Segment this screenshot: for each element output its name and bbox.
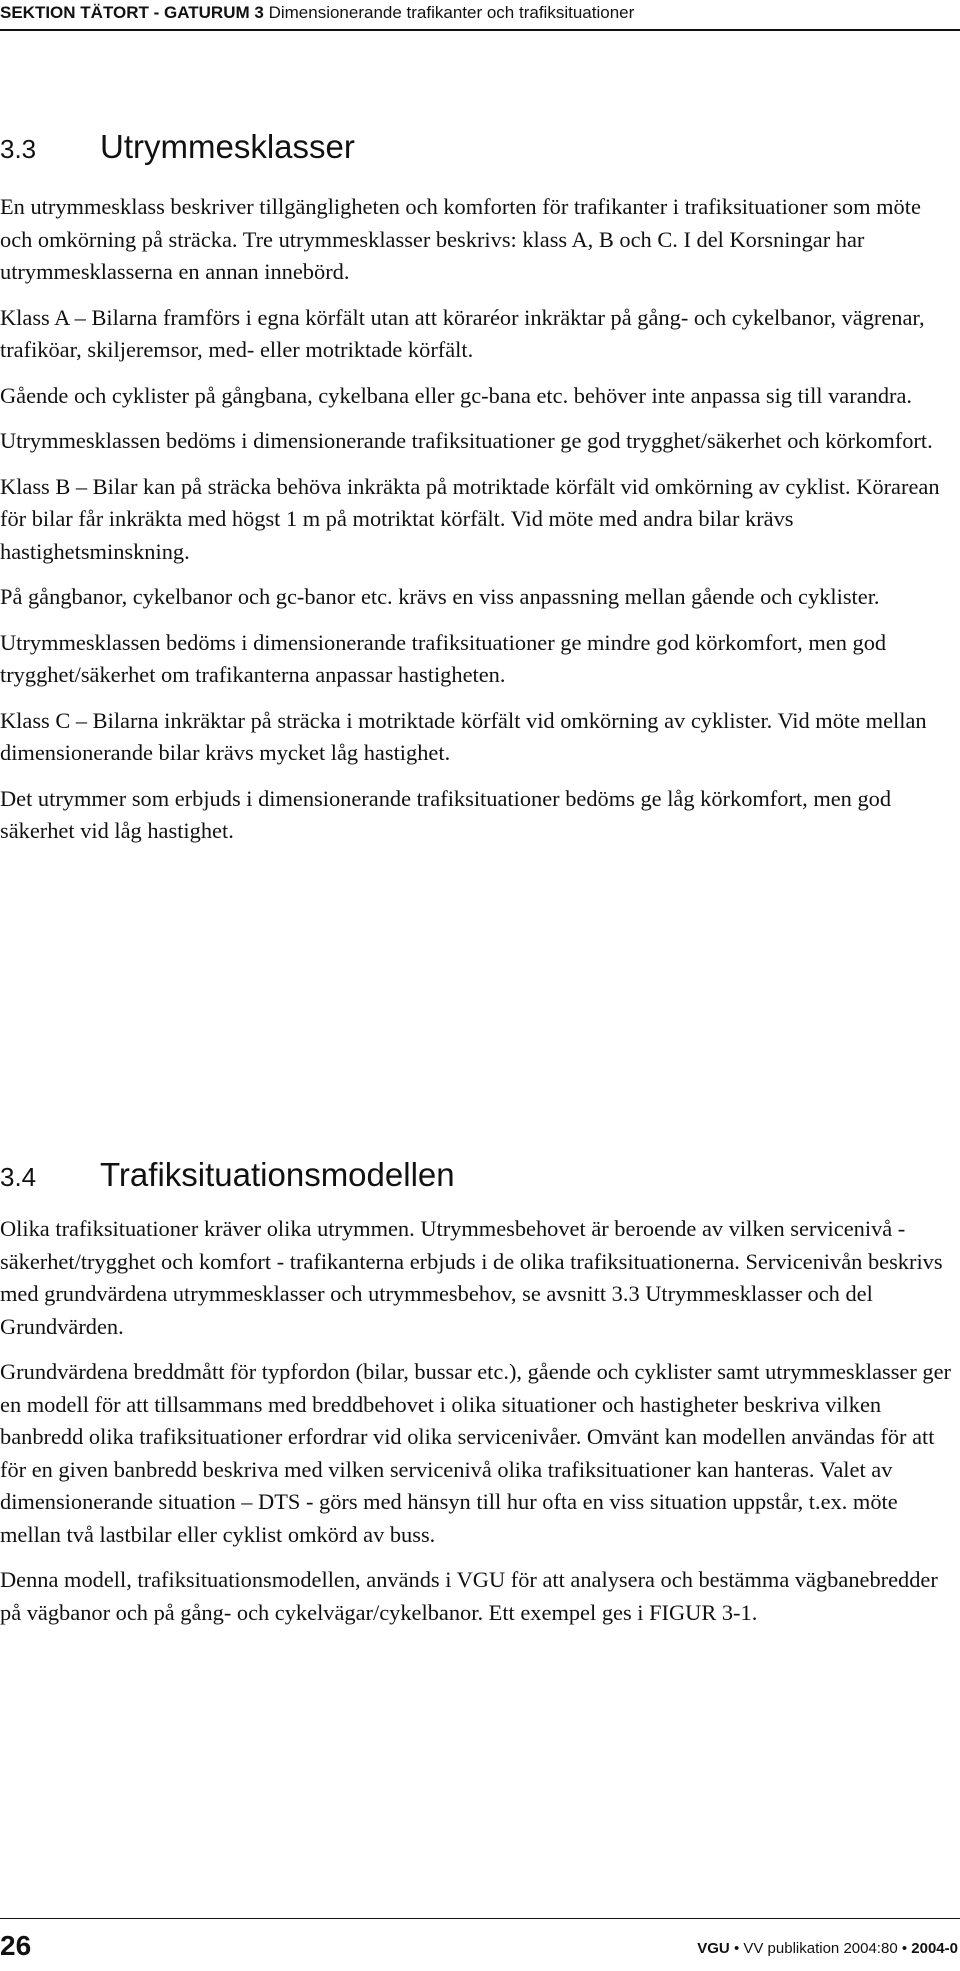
- header-section: SEKTION TÄTORT - GATURUM: [0, 3, 250, 22]
- section-number: 3.4: [0, 1162, 37, 1192]
- paragraph: Denna modell, trafiksituationsmodellen, används i VGU för att analysera och bestämma vägbanebredder på vägbanor och på gång- och cykelvägar/cykelbanor. Ett exempel ges i FIGUR 3-1.: [0, 1567, 938, 1625]
- paragraph: Utrymmesklassen bedöms i dimensionerande trafiksituationer ge mindre god körkomfort, men god trygghet/säkerhet om trafikanterna anpassar hastigheten.: [0, 629, 887, 687]
- paragraph: Klass C – Bilarna inkräktar på sträcka i motriktade körfält vid omkörning av cyklister. Vid möte mellan dimensionerande bilar krävs mycket låg hastighet.: [0, 707, 927, 765]
- paragraph: En utrymmesklass beskriver tillgängligheten och komforten för trafikanter i trafiksituationer som möte och omkörning på sträcka. Tre utrymmesklasser beskrivs: klass A, B och C. I del Korsningar har utrymmesklasserna en annan innebörd.: [0, 194, 921, 284]
- section-title: Trafiksituationsmodellen: [100, 1156, 455, 1193]
- publication-ref: VV publikation 2004:80: [743, 1940, 898, 1957]
- section-heading-3-3: [0, 128, 355, 166]
- publication-code: VGU: [697, 1940, 730, 1957]
- publication-edition: 2004-0: [911, 1940, 958, 1957]
- section-heading-3-4: [0, 1156, 455, 1194]
- page-number: 26: [0, 1930, 32, 1961]
- section-number: 3.3: [0, 134, 37, 164]
- paragraph: Det utrymmer som erbjuds i dimensionerande trafiksituationer bedöms ge låg körkomfort, men god säkerhet vid låg hastighet.: [0, 785, 892, 843]
- running-header: [0, 2, 960, 24]
- publication-info: [697, 1940, 958, 1957]
- footer-rule: [0, 1918, 960, 1919]
- section-3-4-body: [0, 1213, 955, 1642]
- header-chapter-title: Dimensionerande trafikanter och trafiksituationer: [268, 3, 635, 22]
- paragraph: På gångbanor, cykelbanor och gc-banor etc. krävs en viss anpassning mellan gående och cyklister.: [0, 584, 880, 609]
- section-3-3-body: [0, 191, 955, 861]
- header-chapter-number: 3: [254, 3, 264, 22]
- paragraph: Olika trafiksituationer kräver olika utrymmen. Utrymmesbehovet är beroende av vilken servicenivå - säkerhet/trygghet och komfort - trafikanterna erbjuds i de olika trafiksituationerna. Servicenivån beskrivs med grundvärdena utrymmesklasser och utrymmesbehov, se avsnitt 3.3 Utrymmesklasser och del Grundvärden.: [0, 1216, 943, 1339]
- bullet-separator: •: [901, 1940, 908, 1957]
- section-title: Utrymmesklasser: [100, 128, 355, 165]
- paragraph: Klass B – Bilar kan på sträcka behöva inkräkta på motriktade körfält vid omkörning av cyklist. Körarean för bilar får inkräkta med högst 1 m på motriktat körfält. Vid möte med andra bilar krävs hastighetsminskning.: [0, 473, 940, 564]
- paragraph: Grundvärdena breddmått för typfordon (bilar, bussar etc.), gående och cyklister samt utrymmesklasser ger en modell för att tillsammans med breddbehovet i olika situationer och hastigheter beskriva vilken banbredd olika trafiksituationer erfordrar vid olika servicenivåer. Omvänt kan modellen användas för att för en given banbredd beskriva med vilken servicenivå olika trafiksituationer kan hanteras. Valet av dimensionerande situation – DTS - görs med hänsyn till hur ofta en viss situation uppstår, t.ex. möte mellan två lastbilar eller cyklist omkörd av buss.: [0, 1359, 952, 1547]
- paragraph: Utrymmesklassen bedöms i dimensionerande trafiksituationer ge god trygghet/säkerhet och körkomfort.: [0, 428, 933, 453]
- paragraph: Gående och cyklister på gångbana, cykelbana eller gc-bana etc. behöver inte anpassa sig till varandra.: [0, 382, 913, 408]
- bullet-separator: •: [733, 1940, 740, 1957]
- paragraph: Klass A – Bilarna framförs i egna körfält utan att köraréor inkräktar på gång- och cykelbanor, vägrenar, trafiköar, skiljeremsor, med- eller motriktade körfält.: [0, 304, 925, 362]
- header-rule: [0, 29, 960, 31]
